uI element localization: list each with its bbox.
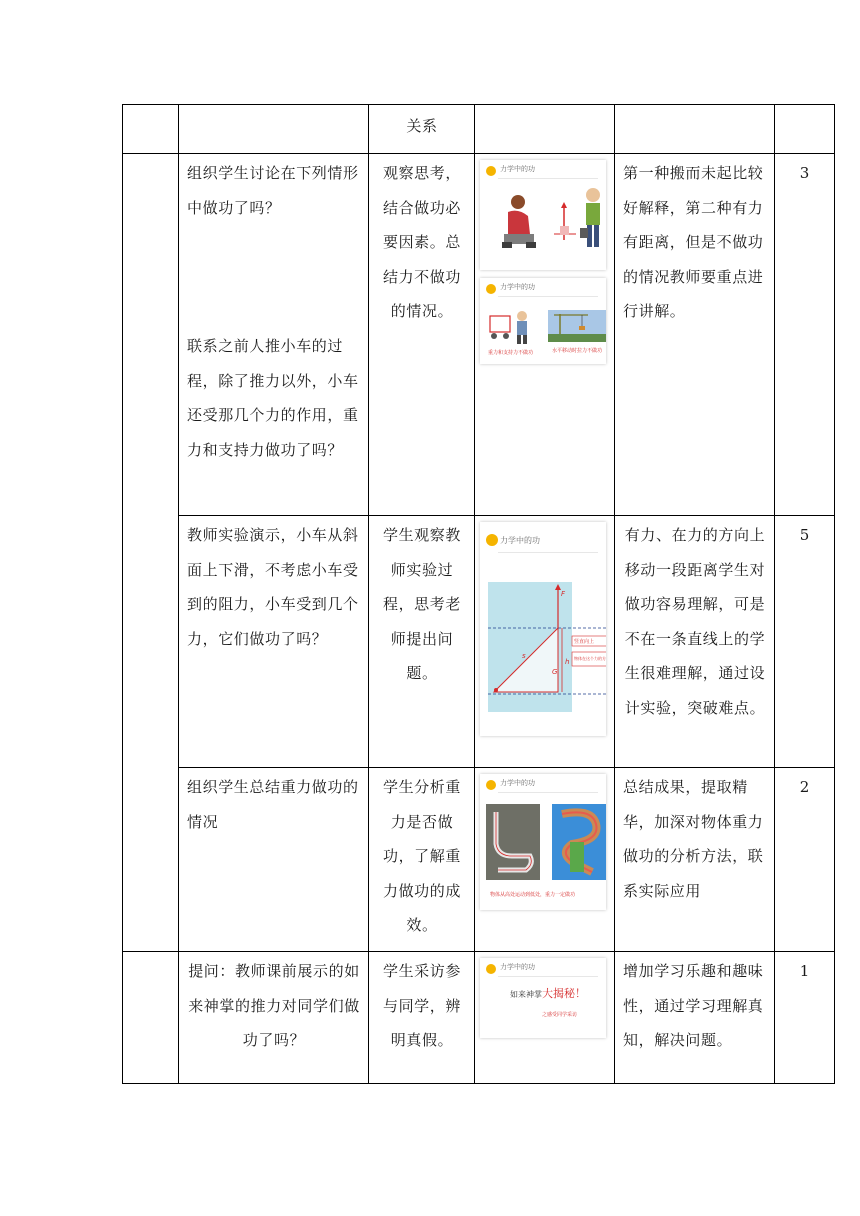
slide-title: 力学中的功: [500, 536, 540, 545]
design-intent-text: 增加学习乐趣和趣味性，通过学习理解真知，解决问题。: [623, 962, 764, 1049]
teacher-activity-text: 组织学生总结重力做功的情况: [187, 778, 359, 831]
slide-thumbnail: [480, 522, 614, 736]
cell-minutes: [775, 952, 835, 1084]
cell-teacher-activity: [179, 516, 369, 768]
slide-title: 力学中的功: [500, 963, 535, 971]
slide-thumbnail: [480, 278, 606, 364]
slide-dot-icon: [486, 284, 496, 294]
slide-caption: 重力和支持力不做功: [488, 350, 534, 356]
slide-highlight: 大揭秘！: [542, 987, 586, 1000]
cell-minutes: [775, 516, 835, 768]
design-intent-text: 总结成果，提取精华，加深对物体重力做功的分析方法，联系实际应用: [623, 778, 764, 900]
cell-design-intent: [615, 516, 775, 768]
table-row: [123, 516, 835, 768]
slide-thumbnail: [480, 160, 606, 270]
slide-track-photo: [486, 804, 540, 880]
cell-student-activity: [369, 105, 475, 154]
cell-media: [475, 516, 615, 768]
cell-design-intent: [615, 154, 775, 516]
slide-text: 如来神掌: [510, 990, 542, 999]
cell-student-activity: [369, 768, 475, 952]
slide-thumbnail: [480, 958, 606, 1038]
cell-empty: [775, 105, 835, 154]
cell-minutes: [775, 768, 835, 952]
cell-minutes: [775, 154, 835, 516]
slide-dot-icon: [486, 166, 496, 176]
table-row: [123, 768, 835, 952]
slide-caption: 之感受同学采访: [542, 1012, 578, 1018]
cell-empty: [615, 105, 775, 154]
cell-stage: [123, 154, 179, 952]
cell-media: [475, 154, 615, 516]
incline-experiment-diagram: [488, 582, 614, 712]
design-intent-text: 第一种搬而未起比较好解释，第二种有力有距离，但是不做功的情况教师要重点进行讲解。: [623, 164, 764, 320]
teacher-activity-text: 组织学生讨论在下列情形中做功了吗？: [187, 164, 359, 217]
slide-dot-icon: [486, 534, 498, 546]
slide-label: 物体在这个力的方向上: [574, 656, 614, 661]
water-slide-photo: [552, 804, 606, 880]
slide-title: 力学中的功: [500, 165, 535, 173]
minutes-text: 5: [799, 526, 810, 544]
lesson-plan-table: [122, 104, 835, 1084]
table-row: [123, 952, 835, 1084]
teacher-activity-text: 提问：教师课前展示的如来神掌的推力对同学们做功了吗？: [188, 962, 360, 1049]
student-activity-text: 学生采访参与同学，辨明真假。: [382, 962, 461, 1049]
slide-title: 力学中的功: [500, 283, 535, 291]
cell-student-activity: [369, 952, 475, 1084]
cell-student-activity: [369, 516, 475, 768]
table-row: [123, 154, 835, 516]
crane-scene-icon: [548, 310, 606, 342]
cell-design-intent: [615, 768, 775, 952]
slide-title: 力学中的功: [500, 779, 535, 787]
cell-design-intent: [615, 952, 775, 1084]
teacher-activity-text: 教师实验演示，小车从斜面上下滑，不考虑小车受到的阻力，小车受到几个力，它们做功了吗？: [187, 526, 359, 648]
student-activity-text: 学生分析重力是否做功，了解重力做功的成效。: [382, 778, 461, 934]
minutes-text: 2: [799, 778, 810, 796]
teacher-activity-text: 联系之前人推小车的过程，除了推力以外，小车还受那几个力的作用，重力和支持力做功了吗？: [187, 337, 359, 459]
minutes-text: 1: [799, 962, 810, 980]
standing-boy-icon: [578, 186, 606, 256]
design-intent-text: 有力、在力的方向上移动一段距离学生对做功容易理解，可是不在一条直线上的学生很难理解，通过设计实验，突破难点。: [624, 526, 766, 717]
lifting-figure-icon: [494, 190, 542, 250]
cell-media: [475, 768, 615, 952]
svg-text:s: s: [522, 652, 526, 660]
slide-dot-icon: [486, 780, 496, 790]
cell-empty: [123, 105, 179, 154]
cell-empty: [179, 105, 369, 154]
cell-stage: [123, 952, 179, 1084]
cart-pushing-icon: [486, 308, 536, 346]
svg-text:G: G: [552, 668, 558, 676]
svg-text:h: h: [565, 658, 570, 666]
slide-dot-icon: [486, 964, 496, 974]
student-activity-text: 观察思考，结合做功必要因素。总结力不做功的情况。: [382, 164, 461, 320]
table-row: [123, 105, 835, 154]
student-activity-text: 关系: [406, 117, 438, 135]
minutes-text: 3: [799, 164, 810, 182]
slide-thumbnail: [480, 774, 606, 910]
force-arrow-icon: [550, 200, 580, 244]
svg-text:F: F: [561, 590, 566, 598]
slide-caption: 物体从高处运动到低处，重力一定做功: [490, 892, 576, 898]
cell-student-activity: [369, 154, 475, 516]
student-activity-text: 学生观察教师实验过程，思考老师提出问题。: [382, 526, 461, 682]
cell-teacher-activity: [179, 154, 369, 516]
cell-teacher-activity: [179, 952, 369, 1084]
slide-label: 竖直向上: [574, 639, 595, 645]
cell-media: [475, 952, 615, 1084]
cell-teacher-activity: [179, 768, 369, 952]
cell-empty: [475, 105, 615, 154]
slide-caption: 水平移动时拉力不做功: [552, 348, 603, 354]
